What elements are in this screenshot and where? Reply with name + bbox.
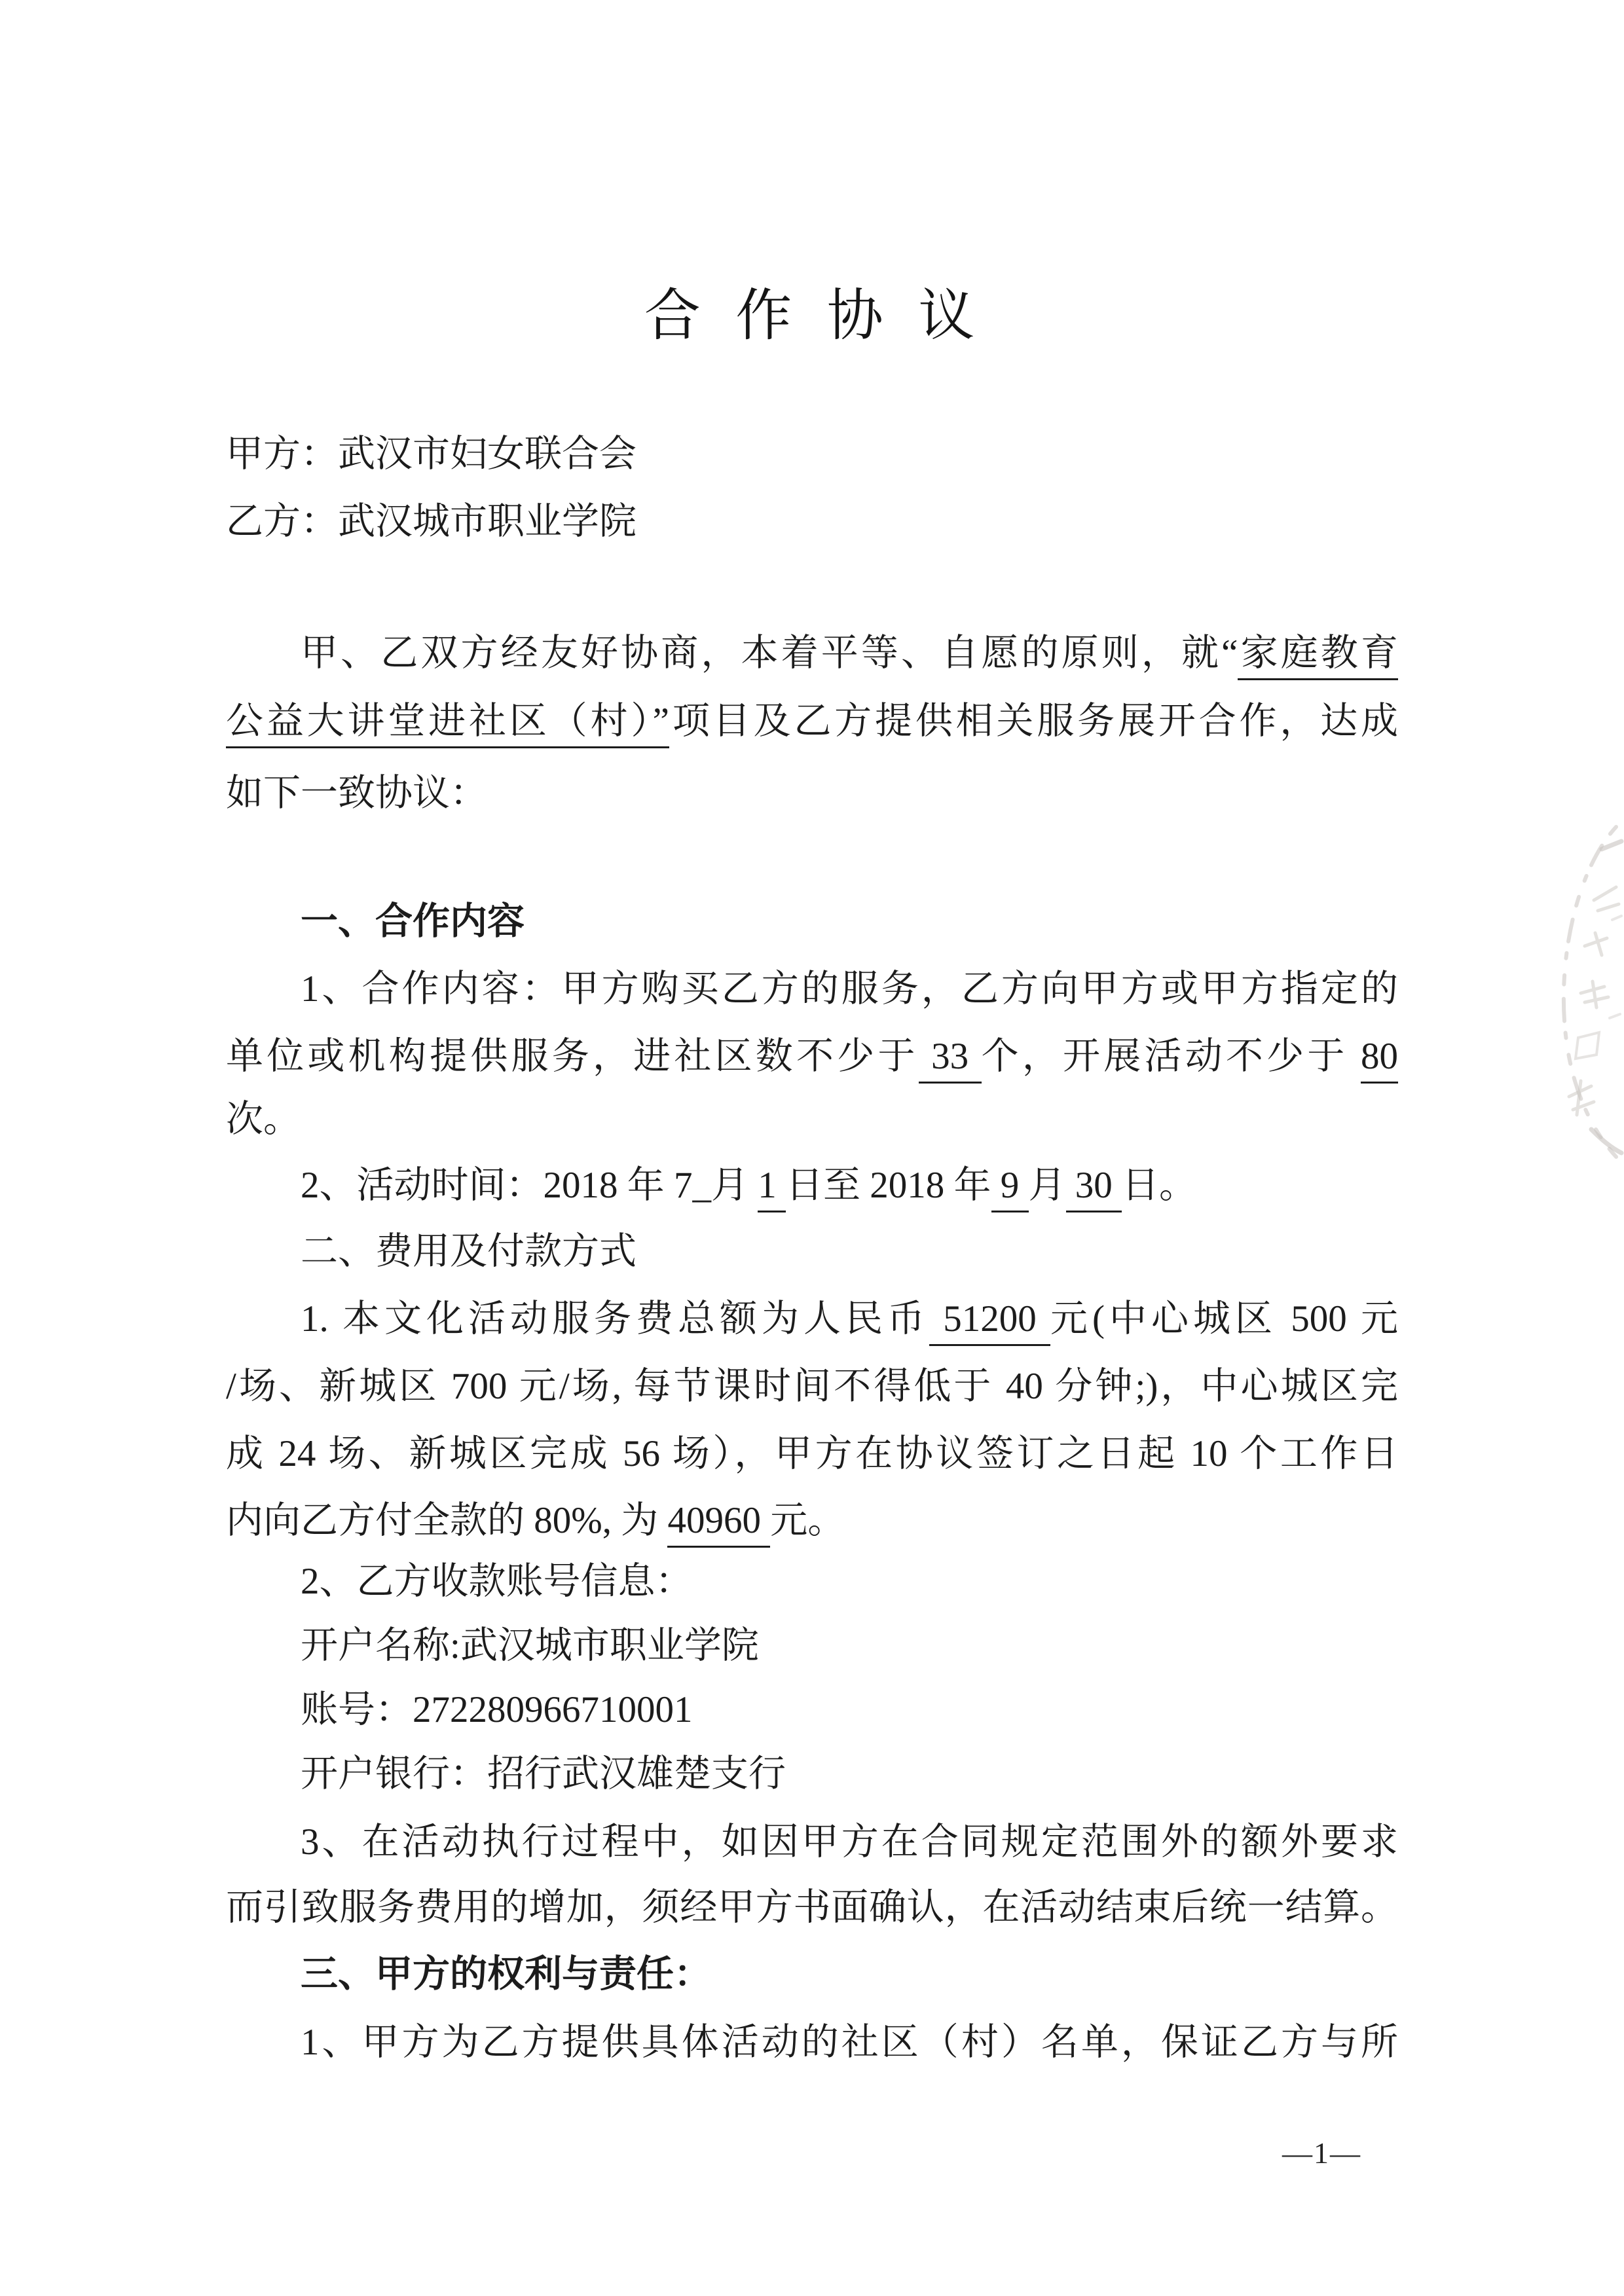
s1-i1-l2-c: 个，开展活动不少于	[981, 1036, 1361, 1077]
s1-i2-a: 2、活动时间：2018 年 7_月	[301, 1165, 758, 1206]
page-title: 合 作 协 议	[644, 284, 980, 347]
s1-i1-l2-a: 单位或机构提供服务，进社区数不少于	[226, 1036, 919, 1077]
section2-item1-line4	[226, 1497, 1398, 1544]
section1-item2-line	[226, 1162, 1398, 1209]
section1-item1-line3: 次。	[226, 1099, 301, 1140]
account-name-line: 开户名称:武汉城市职业学院	[301, 1625, 759, 1666]
s2-i1-l1-value-51200: 51200	[929, 1298, 1050, 1346]
intro-line-2-text: 项目及乙方提供相关服务展开合作，达成	[669, 701, 1398, 742]
intro-line-2-underlined: 公益大讲堂进社区（村）”	[226, 701, 669, 748]
page-number: —1—	[1282, 2136, 1361, 2170]
party-b-line: 乙方：武汉城市职业学院	[226, 501, 637, 542]
intro-line-1-text: 甲、乙双方经友好协商，本着平等、自愿的原则，就“	[301, 632, 1238, 674]
intro-line-1-underlined: 家庭教育	[1238, 632, 1398, 680]
s1-i1-l2-value-33: 33	[919, 1036, 982, 1084]
account-number-line: 账号：272280966710001	[301, 1689, 693, 1730]
intro-line-3: 如下一致协议：	[226, 773, 487, 814]
seal-mark	[1539, 822, 1624, 1162]
s1-i1-l2-value-80: 80	[1361, 1036, 1398, 1084]
section2-heading: 二、费用及付款方式	[301, 1231, 637, 1272]
section2-item2-line: 2、乙方收款账号信息：	[301, 1561, 693, 1602]
section2-item1-line1	[226, 1296, 1398, 1342]
account-bank-line: 开户银行：招行武汉雄楚支行	[301, 1753, 786, 1795]
section2-item3-line1: 3、在活动执行过程中，如因甲方在合同规定范围外的额外要求	[301, 1821, 1398, 1863]
section1-item1-line2	[226, 1033, 1398, 1080]
intro-line-1	[226, 630, 1398, 676]
s2-i1-l1-c: 元(中心城区 500 元	[1050, 1298, 1399, 1339]
s2-i1-l4-value-40960: 40960	[667, 1500, 770, 1548]
section1-heading: 一、合作内容	[301, 901, 525, 942]
section2-item1-line2: /场、新城区 700 元/场, 每节课时间不得低于 40 分钟;)，中心城区完	[226, 1366, 1398, 1407]
s1-i2-g: 日。	[1122, 1165, 1196, 1206]
s2-i1-l4-c: 元。	[770, 1500, 845, 1541]
s1-i2-month-end: 9	[991, 1165, 1029, 1212]
s2-i1-l1-a: 1. 本文化活动服务费总额为人民币	[301, 1298, 930, 1339]
section1-item1-line1: 1、合作内容：甲方购买乙方的服务，乙方向甲方或甲方指定的	[301, 968, 1398, 1010]
section2-item3-line2: 而引致服务费用的增加，须经甲方书面确认，在活动结束后统一结算。	[226, 1887, 1398, 1928]
section3-item1-line: 1、甲方为乙方提供具体活动的社区（村）名单，保证乙方与所	[301, 2022, 1398, 2063]
s1-i2-day-start: 1	[758, 1165, 786, 1212]
section3-heading: 三、甲方的权利与责任：	[301, 1954, 711, 1995]
s2-i1-l4-a: 内向乙方付全款的 80%, 为	[226, 1500, 668, 1541]
section2-item1-line3: 成 24 场、新城区完成 56 场），甲方在协议签订之日起 10 个工作日	[226, 1433, 1398, 1474]
intro-line-2	[226, 698, 1398, 744]
s1-i2-day-end: 30	[1066, 1165, 1122, 1212]
s1-i2-c: 日至 2018 年	[786, 1165, 991, 1206]
party-a-line: 甲方：武汉市妇女联合会	[226, 433, 637, 475]
s1-i2-e: 月	[1028, 1165, 1066, 1206]
